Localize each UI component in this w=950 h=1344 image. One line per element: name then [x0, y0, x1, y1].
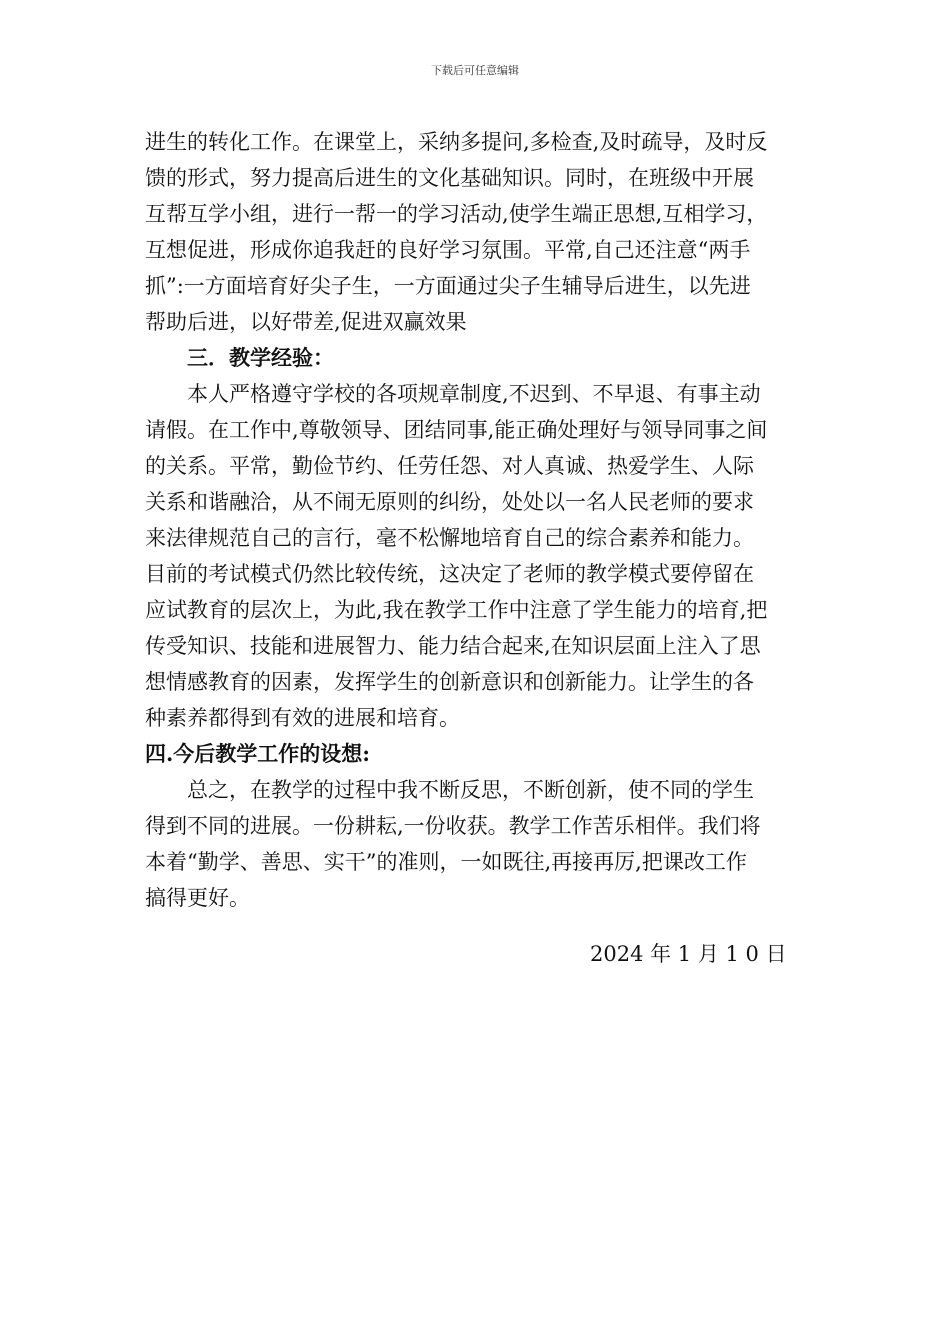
body-line: 得到不同的进展。一份耕耘,一份收获。教学工作苦乐相伴。我们将: [145, 814, 761, 838]
body-line: 馈的形式，努力提高后进生的文化基础知识。同时，在班级中开展: [145, 166, 754, 190]
body-line: 想情感教育的因素，发挥学生的创新意识和创新能力。让学生的各: [145, 670, 754, 694]
section-heading-future-plans: 四.今后教学工作的设想:: [145, 741, 371, 766]
body-line: 种素养都得到有效的进展和培育。: [145, 706, 460, 730]
body-line: 传受知识、技能和进展智力、能力结合起来,在知识层面上注入了思: [145, 634, 761, 658]
body-line: 的关系。平常，勤俭节约、任劳任怨、对人真诚、热爱学生、人际: [145, 454, 754, 478]
body-line: 总之，在教学的过程中我不断反思，不断创新，使不同的学生: [187, 778, 754, 802]
body-line: 抓”:一方面培育好尖子生，一方面通过尖子生辅导后进生，以先进: [145, 274, 751, 298]
page-header-note: 下载后可任意编辑: [431, 64, 519, 77]
document-body: [145, 124, 807, 916]
body-line: 搞得更好。: [145, 886, 250, 910]
body-line: 本着“勤学、善思、实干”的准则，一如既往,再接再厉,把课改工作: [145, 850, 747, 874]
signature-date: 2024 年 1 月 1 0 日: [590, 942, 787, 966]
body-line: 应试教育的层次上，为此,我在教学工作中注意了学生能力的培育,把: [145, 598, 768, 622]
body-line: 互想促进，形成你追我赶的良好学习氛围。平常,自己还注意“两手: [145, 238, 751, 262]
body-line: 目前的考试模式仍然比较传统，这决定了老师的教学模式要停留在: [145, 562, 754, 586]
body-line: 帮助后进，以好带差,促进双赢效果: [145, 310, 467, 334]
body-line: 请假。在工作中,尊敬领导、团结同事,能正确处理好与领导同事之间: [145, 418, 768, 442]
section-heading-teaching-experience: 三．教学经验：: [187, 345, 334, 370]
body-line: 本人严格遵守学校的各项规章制度,不迟到、不早退、有事主动: [187, 382, 761, 406]
body-line: 来法律规范自己的言行，毫不松懈地培育自己的综合素养和能力。: [145, 526, 754, 550]
body-line: 进生的转化工作。在课堂上，采纳多提问,多检查,及时疏导，及时反: [145, 130, 768, 154]
body-line: 关系和谐融洽，从不闹无原则的纠纷，处处以一名人民老师的要求: [145, 490, 754, 514]
body-line: 互帮互学小组，进行一帮一的学习活动,使学生端正思想,互相学习，: [145, 202, 768, 226]
